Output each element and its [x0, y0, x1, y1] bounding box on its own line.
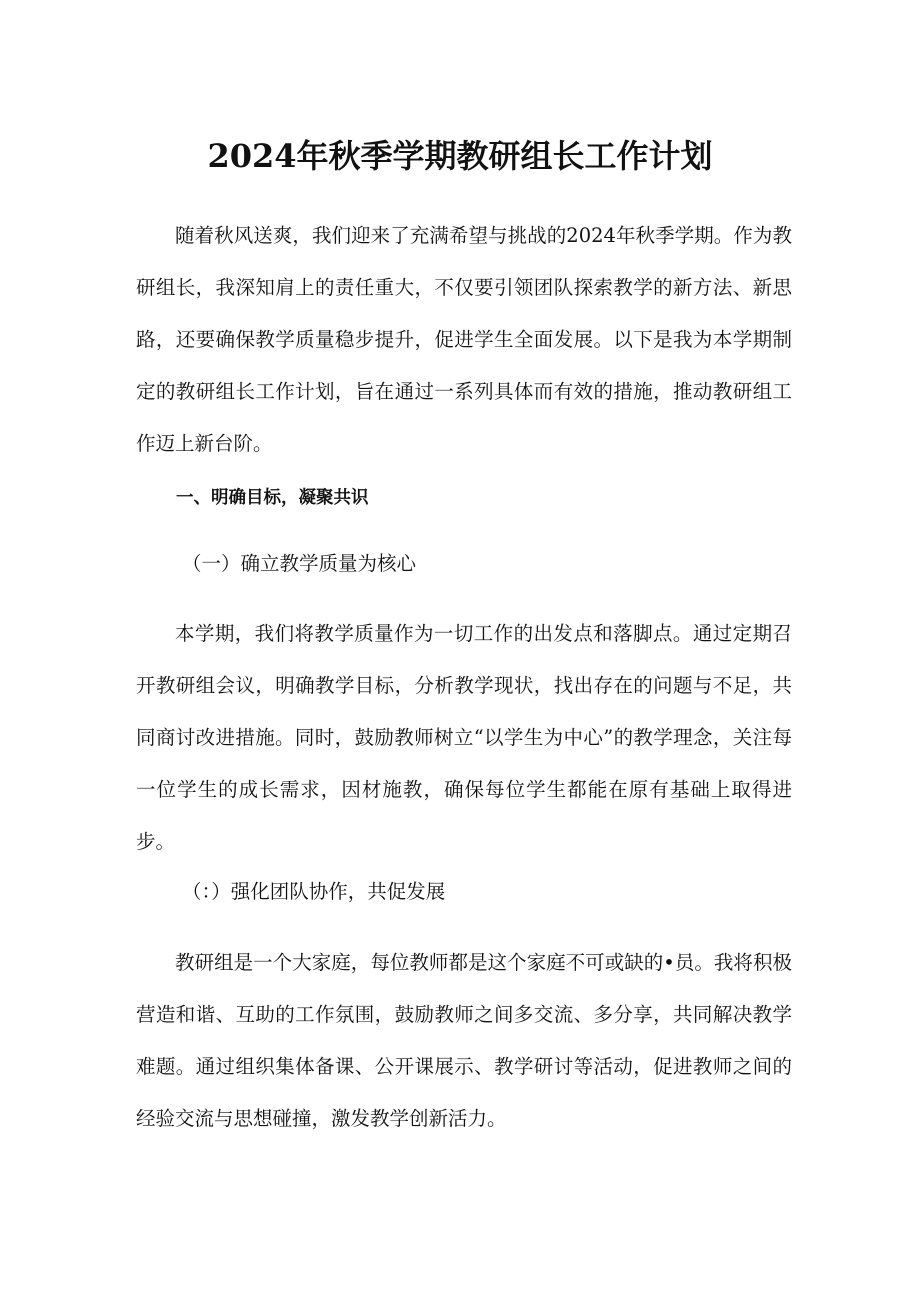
subsection-heading-1: （一）确立教学质量为核心	[182, 552, 417, 575]
subsection-body-2: 教研组是一个大家庭，每位教师都是这个家庭不可或缺的•员。我将积极营造和谐、互助的工作氛围，鼓励教师之间多交流、多分享，共同解决教学难题。通过组织集体备课、公开课展示、教学研讨等活动，促进教师之间的经验交流与思想碰撞，激发教学创新活力。	[136, 951, 792, 1130]
subsection-heading-2: （：）强化团队协作，共促发展	[182, 880, 446, 903]
intro-paragraph: 随着秋风送爽，我们迎来了充满希望与挑战的2024年秋季学期。作为教研组长，我深知肩上的责任重大，不仅要引领团队探索教学的新方法、新思路，还要确保教学质量稳步提升，促进学生全面发展。以下是我为本学期制定的教研组长工作计划，旨在通过一系列具体而有效的措施，推动教研组工作迈上新台阶。	[136, 224, 792, 455]
document-title: 2024年秋季学期教研组长工作计划	[207, 137, 713, 175]
subsection-body-1: 本学期，我们将教学质量作为一切工作的出发点和落脚点。通过定期召开教研组会议，明确教学目标，分析教学现状，找出存在的问题与不足，共同商讨改进措施。同时，鼓励教师树立“以学生为中心”的教学理念，关注每一位学生的成长需求，因材施教，确保每位学生都能在原有基础上取得进步。	[136, 622, 792, 853]
section-heading-1: 一、明确目标，凝聚共识	[176, 488, 369, 508]
